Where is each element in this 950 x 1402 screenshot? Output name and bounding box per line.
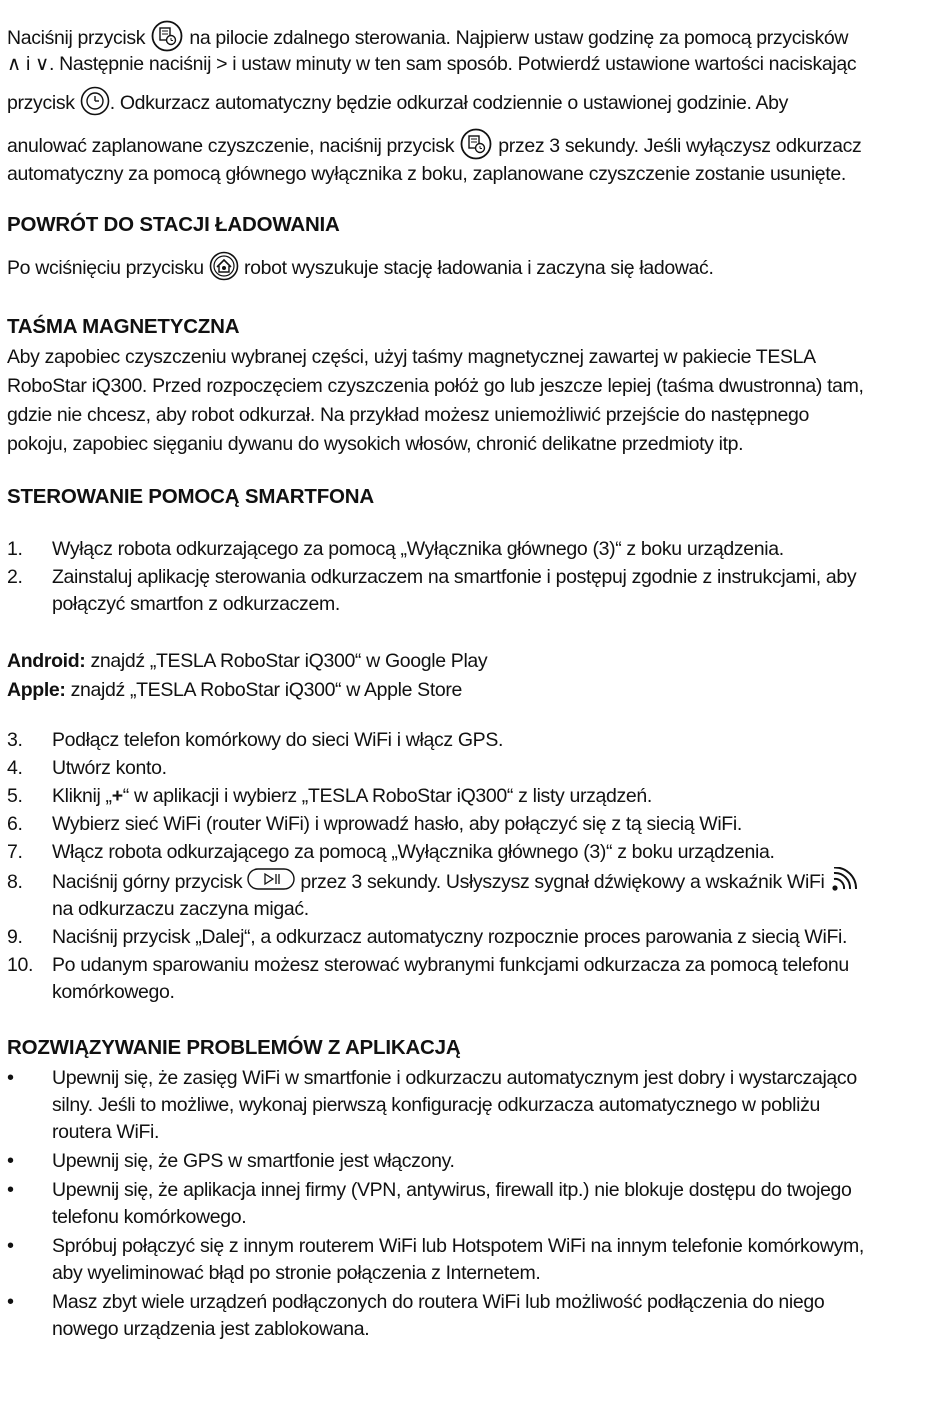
tape-line-1: Aby zapobiec czyszczeniu wybranej części, użyj taśmy magnetycznej zawartej w pakiecie TESLA xyxy=(7,346,816,368)
apple-store-line: Apple: znajdź „TESLA RoboStar iQ300“ w Apple Store xyxy=(7,679,463,701)
intro-line-4: anulować zaplanowane czyszczenie, naciśnij przycisk przez 3 sekundy. Jeśli wyłączysz odkurzacz xyxy=(7,131,861,163)
section-heading-tape: TAŚMA MAGNETYCZNA xyxy=(7,315,240,338)
intro-line-3: przycisk . Odkurzacz automatyczny będzie odkurzał codziennie o ustawionej godzinie. Aby xyxy=(7,89,788,119)
wifi-indicator-icon xyxy=(830,867,858,893)
section-heading-troubleshooting: ROZWIĄZYWANIE PROBLEMÓW Z APLIKACJĄ xyxy=(7,1036,461,1059)
intro-line-2: ∧ i ∨. Następnie naciśnij > i ustaw minuty w ten sam sposób. Potwierdź ustawione wartości naciskając xyxy=(7,53,857,75)
home-button-icon xyxy=(209,251,239,281)
schedule-button-icon xyxy=(459,128,493,160)
schedule-button-icon xyxy=(150,20,184,52)
intro-line-1: Naciśnij przycisk na pilocie zdalnego sterowania. Najpierw ustaw godzinę za pomocą przycisków xyxy=(7,23,848,55)
play-pause-button-icon xyxy=(247,867,295,893)
section-heading-smartphone: STEROWANIE POMOCĄ SMARTFONA xyxy=(7,485,375,508)
section-heading-dock: POWRÓT DO STACJI ŁADOWANIA xyxy=(7,213,340,236)
dock-line-1: Po wciśnięciu przycisku robot wyszukuje stację ładowania i zaczyna się ładować. xyxy=(7,254,714,284)
tape-line-3: gdzie nie chcesz, aby robot odkurzał. Na przykład możesz uniemożliwić przejście do następnego xyxy=(7,404,810,426)
android-store-line: Android: znajdź „TESLA RoboStar iQ300“ w Google Play xyxy=(7,650,488,672)
tape-line-4: pokoju, zapobiec sięganiu dywanu do wysokich włosów, chronić delikatne przedmioty itp. xyxy=(7,433,744,455)
intro-line-5: automatyczny za pomocą głównego wyłącznika z boku, zaplanowane czyszczenie zostanie usunięte. xyxy=(7,163,846,185)
tape-line-2: RoboStar iQ300. Przed rozpoczęciem czyszczenia połóż go lub jeszcze lepiej (taśma dwustronna) tam, xyxy=(7,375,864,397)
clock-button-icon xyxy=(80,86,110,116)
